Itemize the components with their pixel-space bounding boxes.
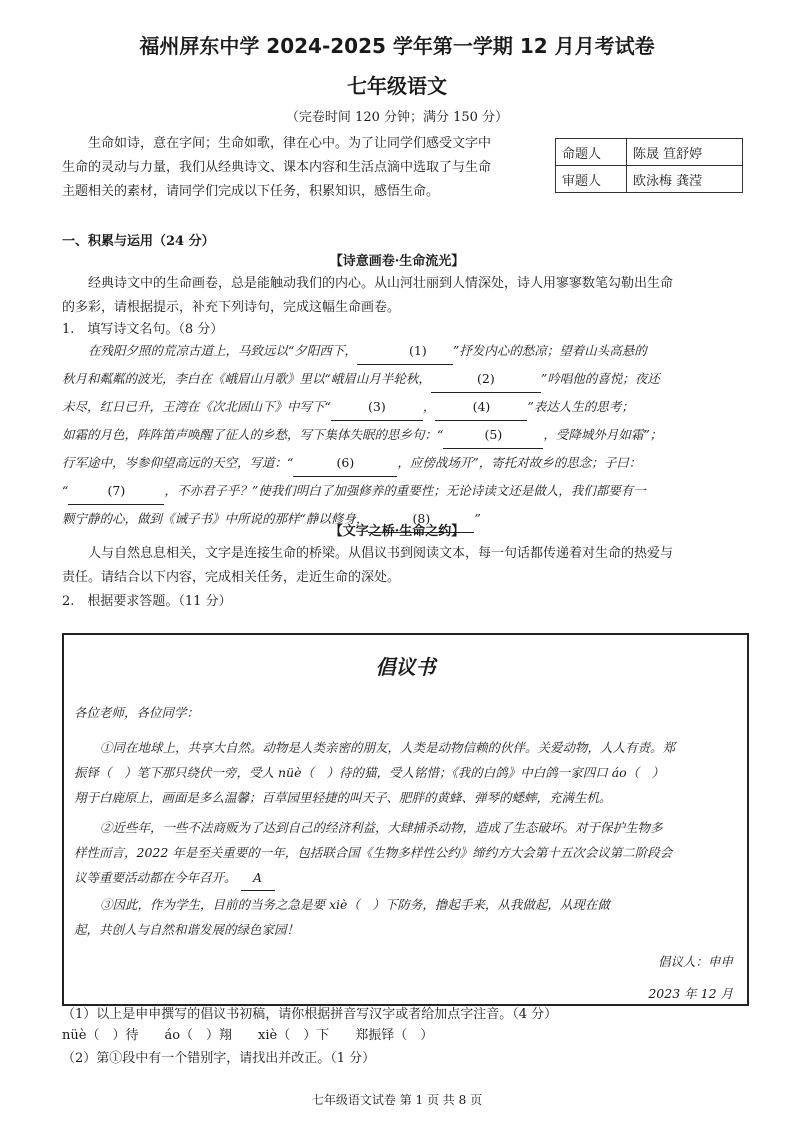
q1-text: ，受降城外月如霜”；	[543, 427, 663, 442]
letter-line: ①同在地球上，共享大自然。动物是人类亲密的朋友，人类是动物信赖的伙伴。关爱动物，人人有责。郑	[100, 740, 676, 755]
letter-line	[74, 865, 742, 891]
mark-a-blank[interactable]: A	[241, 865, 275, 891]
letter-line: 振铎（ ）笔下那只绕伏一旁，受人 nüè（ ）待的猫，受人铭惜；《我的白鸽》中白鸽一家四口 áo（ ）	[74, 765, 665, 780]
letter-paragraph-1	[74, 735, 742, 810]
letter-signer: 倡议人：申申	[657, 954, 733, 969]
letter-paragraph-3	[74, 892, 742, 942]
part1-title: 【诗意画卷·生命流光】	[329, 254, 465, 269]
q1-text: ”吟唱他的喜悦；夜还	[540, 371, 660, 386]
answer-blank-3[interactable]: (3)	[331, 393, 423, 421]
part2-intro	[62, 542, 744, 590]
q1-text: ，	[422, 399, 436, 414]
subquestion-1-items: nüè（ ）待 áo（ ）翔 xiè（ ）下 郑振铎（ ）	[62, 1028, 434, 1043]
part1-line: 的多彩，请根据提示，补充下列诗句，完成这幅生命画卷。	[62, 300, 401, 315]
q1-line	[62, 421, 744, 449]
part2-line: 责任。请结合以下内容，完成相关任务，走近生命的深处。	[62, 570, 401, 585]
reviewer-names: 欧泳梅 龚滢	[627, 166, 743, 193]
q1-text: ”抒发内心的愁凉；望着山头高悬的	[452, 343, 647, 358]
letter-paragraph-2	[74, 815, 742, 891]
q1-text: 在残阳夕照的荒凉古道上，马致远以“夕阳西下，	[88, 343, 357, 358]
answer-blank-4[interactable]: (4)	[435, 393, 527, 421]
q1-text: ”表达人生的思考；	[527, 399, 634, 414]
reviewer-label: 审题人	[556, 166, 627, 193]
part1-line: 经典诗文中的生命画卷，总是能触动我们的内心。从山河壮丽到人情深处，诗人用寥寥数笔勾勒出生命	[88, 276, 674, 291]
staff-table	[555, 138, 743, 193]
answer-blank-8[interactable]: (8)	[368, 505, 474, 533]
answer-blank-6[interactable]: (6)	[293, 449, 397, 477]
q1-text: 未尽，红日已升，王湾在《次北固山下》中写下“	[62, 399, 331, 414]
letter-line: 样性而言，2022 年是至关重要的一年，包括联合国《生物多样性公约》缔约方大会第十五次会议第二阶段会	[74, 845, 673, 860]
answer-blank-7[interactable]: (7)	[68, 477, 164, 505]
q1-text: 颗宁静的心，做到《诫子书》中所说的那样“静以修身，	[62, 511, 369, 526]
answer-blank-2[interactable]: (2)	[431, 365, 541, 393]
part2-line: 人与自然息息相关，文字是连接生命的桥梁。从倡议书到阅读文本，每一句话都传递着对生命的热爱与	[88, 546, 674, 561]
proposal-letter	[62, 633, 749, 1006]
q1-text: ，不亦君子乎？”使我们明白了加强修养的重要性；无论诗读文还是做人，我们都要有一	[164, 483, 646, 498]
q1-text: 行军途中，岑参仰望高远的天空，写道：“	[62, 455, 294, 470]
letter-text: 议等重要活动都在今年召开。	[74, 870, 237, 885]
letter-line: 翔于白鹿原上，画面是多么温馨；百草园里轻捷的叫天子、肥胖的黄蜂、弹琴的蟋蟀，充满生机。	[74, 790, 612, 805]
part1-intro	[62, 272, 744, 320]
letter-greeting: 各位老师，各位同学：	[74, 705, 200, 720]
intro-line: 主题相关的素材，请同学们完成以下任务，积累知识，感悟生命。	[62, 184, 440, 199]
q1-line	[62, 393, 744, 421]
letter-line: 起，共创人与自然和谐发展的绿色家园！	[74, 922, 300, 937]
exam-subject: 七年级语文	[347, 74, 447, 98]
page-footer: 七年级语文试卷 第 1 页 共 8 页	[311, 1093, 483, 1107]
letter-line: ③因此，作为学生，目前的当务之急是要 xiè（ ）下防务，撸起手来，从我做起，从现在做	[100, 897, 610, 912]
exam-title: 福州屏东中学 2024-2025 学年第一学期 12 月月考试卷	[139, 34, 655, 58]
q1-line	[62, 337, 744, 365]
intro-paragraph	[62, 132, 542, 204]
answer-blank-5[interactable]: (5)	[443, 421, 543, 449]
q1-passage	[62, 337, 744, 533]
part2-title: 【文字之桥·生命之约】	[329, 524, 465, 539]
answer-blank-1[interactable]: (1)	[357, 337, 453, 365]
q1-text: 如霜的月色，阵阵笛声唤醒了征人的乡愁，写下集体失眠的思乡句：“	[62, 427, 444, 442]
setter-names: 陈晟 笪舒婷	[627, 139, 743, 166]
q1-text: 秋月和粼粼的波光，李白在《峨眉山月歌》里以“峨眉山月半轮秋，	[62, 371, 431, 386]
letter-line: ②近些年，一些不法商贩为了达到自己的经济利益，大肆捕杀动物，造成了生态破坏。对于保护生物多	[100, 820, 663, 835]
q1-text: ，应傍战场开”，寄托对故乡的思念；子曰：	[397, 455, 642, 470]
subquestion-1: （1）以上是申申撰写的倡议书初稿，请你根据拼音写汉字或者给加点字注音。（4 分）	[62, 1007, 558, 1022]
intro-line: 生命如诗，意在字间；生命如歌，律在心中。为了让同学们感受文字中	[88, 136, 492, 151]
question-2: 2. 根据要求答题。（11 分）	[62, 594, 232, 609]
q1-text: ”	[474, 511, 481, 526]
question-1: 1. 填写诗文名句。（8 分）	[62, 322, 224, 337]
intro-line: 生命的灵动与力量，我们从经典诗文、课本内容和生活点滴中选取了与生命	[62, 160, 492, 175]
subquestion-2: （2）第①段中有一个错别字，请找出并改正。（1 分）	[62, 1051, 376, 1066]
q1-line	[62, 477, 744, 505]
letter-date: 2023 年 12 月	[648, 986, 733, 1001]
q1-line	[62, 449, 744, 477]
exam-info: （完卷时间 120 分钟；满分 150 分）	[285, 110, 509, 125]
setter-label: 命题人	[556, 139, 627, 166]
q1-text: “	[62, 483, 69, 498]
section-heading: 一、积累与运用（24 分）	[62, 234, 215, 249]
table-row	[556, 166, 743, 193]
letter-title: 倡议书	[375, 655, 436, 679]
table-row	[556, 139, 743, 166]
q1-line	[62, 365, 744, 393]
